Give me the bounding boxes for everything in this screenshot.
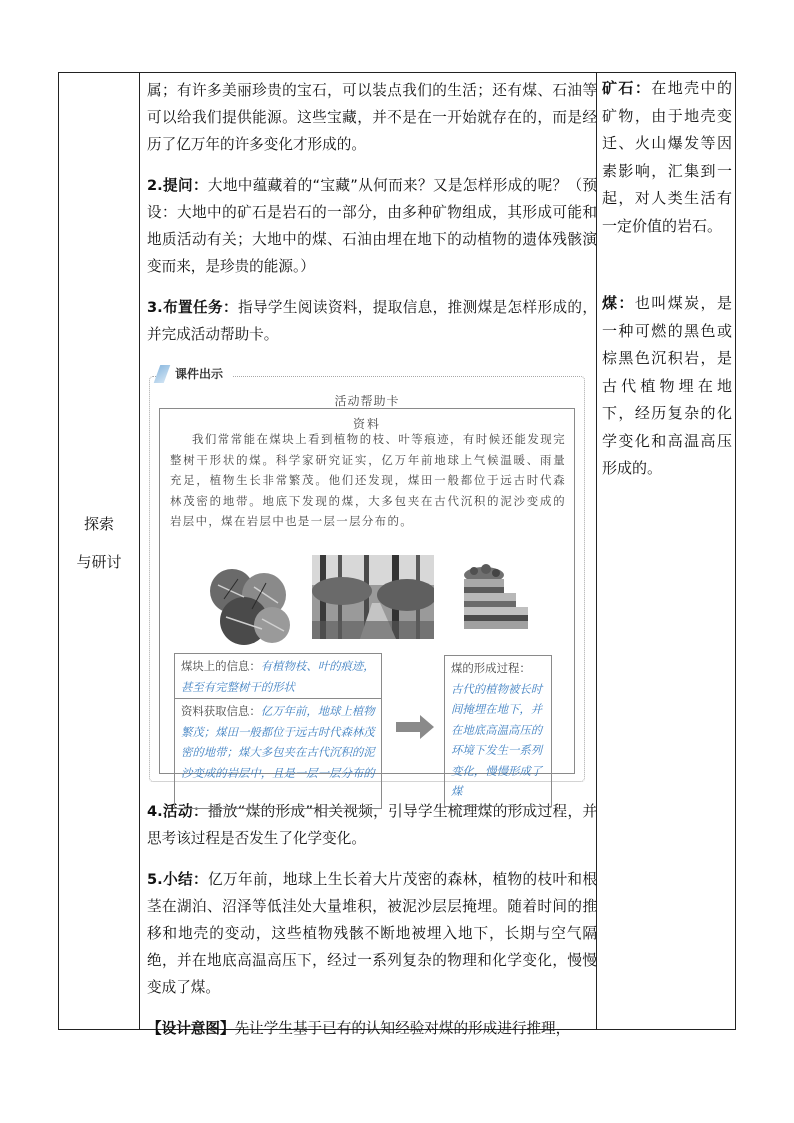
- coal-info-label: 煤块上的信息：: [181, 659, 261, 673]
- coal-text: 也叫煤炭，是一种可燃的黑色或棕黑色沉积岩，是古代植物埋在地下，经历复杂的化学变化和高温高压形成的。: [602, 294, 732, 477]
- step-2-text: 大地中蕴藏着的“宝藏”从何而来？又是怎样形成的呢？（预设：大地中的矿石是岩石的一部分，由多种矿物组成，其形成可能和地质活动有关；大地中的煤、石油由埋在地下的动植物的遗体残骸演变而来，是珍贵的能源。）: [147, 177, 597, 275]
- coal-info-box: [174, 653, 382, 699]
- section-label-line2: 与研讨: [76, 553, 122, 571]
- column-divider-left: [139, 73, 140, 1029]
- formation-process-answer: 古代的植物被长时间掩埋在地下，并在地底高温高压的环境下发生一系列变化，慢慢形成了煤: [451, 681, 543, 798]
- resource-text: 我们常常能在煤块上看到植物的枝、叶等痕迹，有时候还能发现完整树干形状的煤。科学家研究证实，亿万年前地球上气候温暖、雨量充足，植物生长非常繁茂。他们还发现，煤田一般都位于远古时代森林茂密的地带。地底下发现的煤，大多包夹在古代沉积的泥沙变成的岩层中，煤在岩层中也是一层一层分布的。: [170, 432, 566, 528]
- step-4-label: 4.活动：: [147, 803, 208, 820]
- step-4-text: 播放“煤的形成”相关视频，引导学生梳理煤的形成过程，并思考该过程是否发生了化学变化。: [147, 803, 597, 847]
- ore-text: 在地壳中的矿物，由于地壳变迁、火山爆发等因素影响，汇集到一起，对人类生活有一定价值的岩石。: [602, 79, 732, 235]
- design-intent-paragraph: [147, 1015, 597, 1042]
- step-5-label: 5.小结：: [147, 871, 209, 888]
- coal-note: [602, 290, 732, 483]
- resource-info-answer: 亿万年前，地球上植物繁茂；煤田一般都位于远古时代森林茂密的地带；煤大多包夹在古代沉积的泥沙变成的岩层中，且是一层一层分布的: [181, 704, 375, 780]
- formation-process-box: [444, 655, 552, 807]
- rock-layers-image: [456, 559, 536, 639]
- forest-image: [312, 555, 434, 639]
- coal-label: 煤：: [602, 294, 635, 312]
- lesson-table: [58, 72, 736, 1037]
- notes-cell: [602, 75, 732, 483]
- courseware-tag: 课件出示: [157, 362, 233, 386]
- step-5-text: 亿万年前，地球上生长着大片茂密的森林，植物的枝叶和根茎在湖泊、沼泽等低洼处大量堆积，被泥沙层层掩埋。随着时间的推移和地壳的变动，这些植物残骸不断地被埋入地下，长期与空气隔绝，并在地底高温高压下，经过一系列复杂的物理和化学变化，慢慢变成了煤。: [147, 871, 597, 996]
- formation-process-label: 煤的形成过程：: [451, 661, 531, 675]
- section-label-cell: [59, 73, 139, 1029]
- activity-card: [147, 362, 597, 798]
- teaching-process-cell: [147, 77, 597, 1042]
- card-title: 活动帮助卡: [334, 394, 400, 408]
- step-3-paragraph: [147, 294, 597, 348]
- resource-title: 资料: [352, 417, 381, 431]
- intro-paragraph: 属；有许多美丽珍贵的宝石，可以装点我们的生活；还有煤、石油等可以给我们提供能源。这些宝藏，并不是在一开始就存在的，而是经历了亿万年的许多变化才形成的。: [147, 82, 597, 153]
- step-2-paragraph: [147, 172, 597, 280]
- coal-info-answer: 有植物枝、叶的痕迹，甚至有完整树干的形状: [181, 659, 375, 694]
- step-3-label: 3.布置任务：: [147, 299, 238, 316]
- right-arrow-icon: [396, 715, 436, 739]
- section-label-line1: 探索: [83, 515, 114, 533]
- step-3-text: 指导学生阅读资料，提取信息，推测煤是怎样形成的，并完成活动帮助卡。: [147, 299, 597, 343]
- step-2-label: 2.提问：: [147, 177, 208, 194]
- resource-info-label: 资料获取信息：: [181, 704, 261, 718]
- ore-label: 矿石：: [602, 79, 652, 97]
- resource-info-box: [174, 699, 382, 809]
- step-5-paragraph: [147, 866, 597, 1001]
- coal-sample-image: [204, 565, 292, 649]
- ore-note: [602, 75, 732, 240]
- card-inner-box: [159, 408, 575, 798]
- design-intent-text: 先让学生基于已有的认知经验对煤的形成进行推理，: [234, 1020, 571, 1037]
- design-intent-label: 【设计意图】: [147, 1020, 235, 1037]
